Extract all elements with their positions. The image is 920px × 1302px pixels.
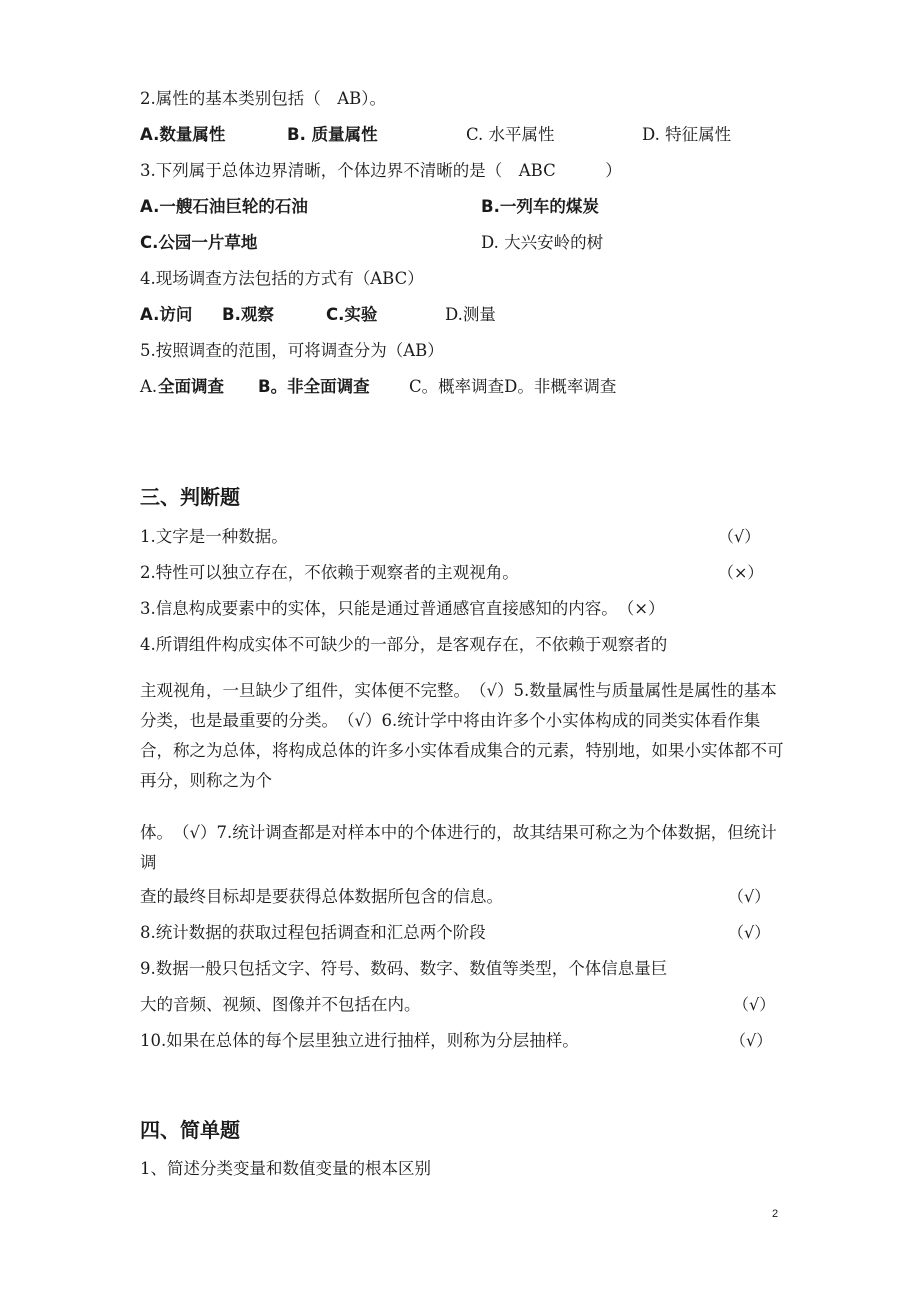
judge-10-mark: （√） (730, 1031, 773, 1050)
short-question-1: 1、简述分类变量和数值变量的根本区别 (140, 1159, 431, 1178)
q2-stem: 2.属性的基本类别包括（ AB）。 (140, 89, 387, 108)
q2-option-d: D. 特征属性 (642, 125, 732, 144)
q4-option-d: D.测量 (445, 305, 496, 324)
q4-option-c: C.实验 (326, 305, 378, 324)
judge-3: 3.信息构成要素中的实体，只能是通过普通感官直接感知的内容。 （×） (140, 599, 665, 618)
q5-option-b: B。非全面调查 (258, 377, 370, 396)
q5-option-a-prefix: A. (140, 377, 158, 396)
q5-option-a: 全面调查 (158, 377, 224, 396)
judge-1-mark: （√） (718, 527, 761, 546)
q3-option-d: D. 大兴安岭的树 (481, 233, 604, 252)
judge-10: 10.如果在总体的每个层里独立进行抽样，则称为分层抽样。 (140, 1031, 579, 1050)
q5-stem: 5.按照调查的范围，可将调查分为（AB） (140, 341, 444, 360)
q4-stem: 4.现场调查方法包括的方式有（ABC） (140, 269, 424, 288)
q2-option-a: A.数量属性 (140, 125, 226, 144)
q3-option-c: C.公园一片草地 (140, 233, 258, 252)
q3-stem: 3.下列属于总体边界清晰，个体边界不清晰的是（ ABC ） (140, 161, 622, 180)
judge-9-mark: （√） (733, 995, 776, 1014)
judge-4-line1: 4.所谓组件构成实体不可缺少的一部分，是客观存在，不依赖于观察者的 (140, 635, 668, 654)
q3-option-b: B.一列车的煤炭 (481, 197, 599, 216)
judge-4-6-paragraph: 主观视角，一旦缺少了组件，实体便不完整。 （√）5.数量属性与质量属性是属性的基本分类，也是最重要的分类。 （√）6.统计学中将由许多个小实体构成的同类实体看作集合，称之为总体，将构成总体的许多小实体看成集合的元素，特别地，如果小实体都不可再分，则称之为个 (140, 681, 784, 790)
section-3-title: 三、判断题 (140, 485, 240, 509)
q3-option-a: A.一艘石油巨轮的石油 (140, 197, 308, 216)
judge-8-mark: （√） (728, 923, 771, 942)
judge-8: 8.统计数据的获取过程包括调查和汇总两个阶段 (140, 923, 486, 942)
q5-option-cd: C。概率调查D。非概率调查 (409, 377, 617, 396)
judge-1: 1.文字是一种数据。 (140, 527, 288, 546)
judge-7-mark: （√） (728, 887, 771, 906)
judge-9-line1: 9.数据一般只包括文字、符号、数码、数字、数值等类型，个体信息量巨 (140, 959, 668, 978)
q4-option-a: A.访问 (140, 305, 193, 324)
judge-2-mark: （×） (718, 563, 764, 582)
section-4-title: 四、简单题 (140, 1118, 240, 1142)
q2-option-b: B. 质量属性 (287, 125, 378, 144)
judge-7-paragraph: 体。 （√）7.统计调查都是对样本中的个体进行的，故其结果可称之为个体数据，但统计调 (140, 823, 777, 872)
q4-option-b: B.观察 (222, 305, 274, 324)
judge-9-line2: 大的音频、视频、图像并不包括在内。 (140, 995, 421, 1014)
judge-7-line2: 查的最终目标却是要获得总体数据所包含的信息。 (140, 887, 503, 906)
q2-option-c: C. 水平属性 (466, 125, 555, 144)
page-number: 2 (772, 1208, 779, 1220)
judge-2: 2.特性可以独立存在，不依赖于观察者的主观视角。 (140, 563, 519, 582)
